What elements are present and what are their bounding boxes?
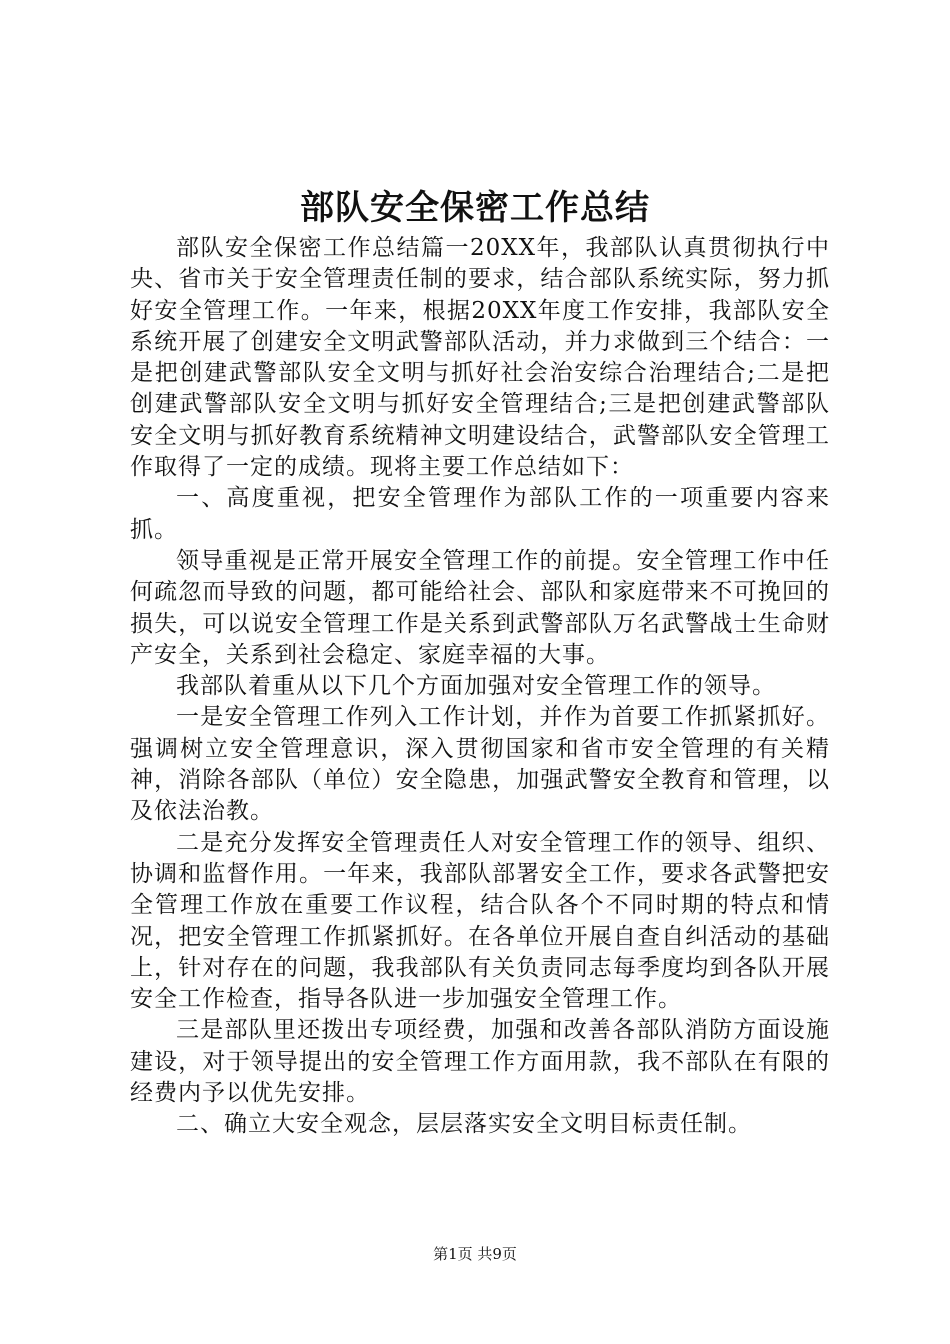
page-number-footer: 第1页 共9页 [433, 1245, 517, 1263]
paragraph: 领导重视是正常开展安全管理工作的前提。安全管理工作中任何疏忽而导致的问题，都可能给社会、部队和家庭带来不可挽回的损失，可以说安全管理工作是关系到武警部队万名武警战士生命财产安全，关系到社会稳定、家庭幸福的大事。 [130, 547, 830, 668]
document-body [130, 233, 830, 1141]
section-heading: 一、高度重视，把安全管理作为部队工作的一项重要内容来抓。 [130, 485, 830, 543]
paragraph: 二是充分发挥安全管理责任人对安全管理工作的领导、组织、协调和监督作用。一年来，我部队部署安全工作，要求各武警把安全管理工作放在重要工作议程，结合队各个不同时期的特点和情况，把安全管理工作抓紧抓好。在各单位开展自查自纠活动的基础上，针对存在的问题，我我部队有关负责同志每季度均到各队开展安全工作检查，指导各队进一步加强安全管理工作。 [130, 829, 830, 1013]
paragraph: 部队安全保密工作总结篇一20XX年，我部队认真贯彻执行中央、省市关于安全管理责任制的要求，结合部队系统实际，努力抓好安全管理工作。一年来，根据20XX年度工作安排，我部队安全系统开展了创建安全文明武警部队活动，并力求做到三个结合：一是把创建武警部队安全文明与抓好社会治安综合治理结合;二是把创建武警部队安全文明与抓好安全管理结合;三是把创建武警部队安全文明与抓好教育系统精神文明建设结合，武警部队安全管理工作取得了一定的成绩。现将主要工作总结如下： [130, 235, 830, 481]
paragraph: 三是部队里还拨出专项经费，加强和改善各部队消防方面设施建设，对于领导提出的安全管理工作方面用款，我不部队在有限的经费内予以优先安排。 [130, 1017, 830, 1107]
section-heading: 二、确立大安全观念，层层落实安全文明目标责任制。 [176, 1111, 752, 1138]
document-title: 部队安全保密工作总结 [300, 188, 650, 228]
paragraph: 我部队着重从以下几个方面加强对安全管理工作的领导。 [176, 673, 776, 700]
paragraph: 一是安全管理工作列入工作计划，并作为首要工作抓紧抓好。强调树立安全管理意识，深入贯彻国家和省市安全管理的有关精神，消除各部队（单位）安全隐患，加强武警安全教育和管理，以及依法治教。 [130, 704, 830, 825]
